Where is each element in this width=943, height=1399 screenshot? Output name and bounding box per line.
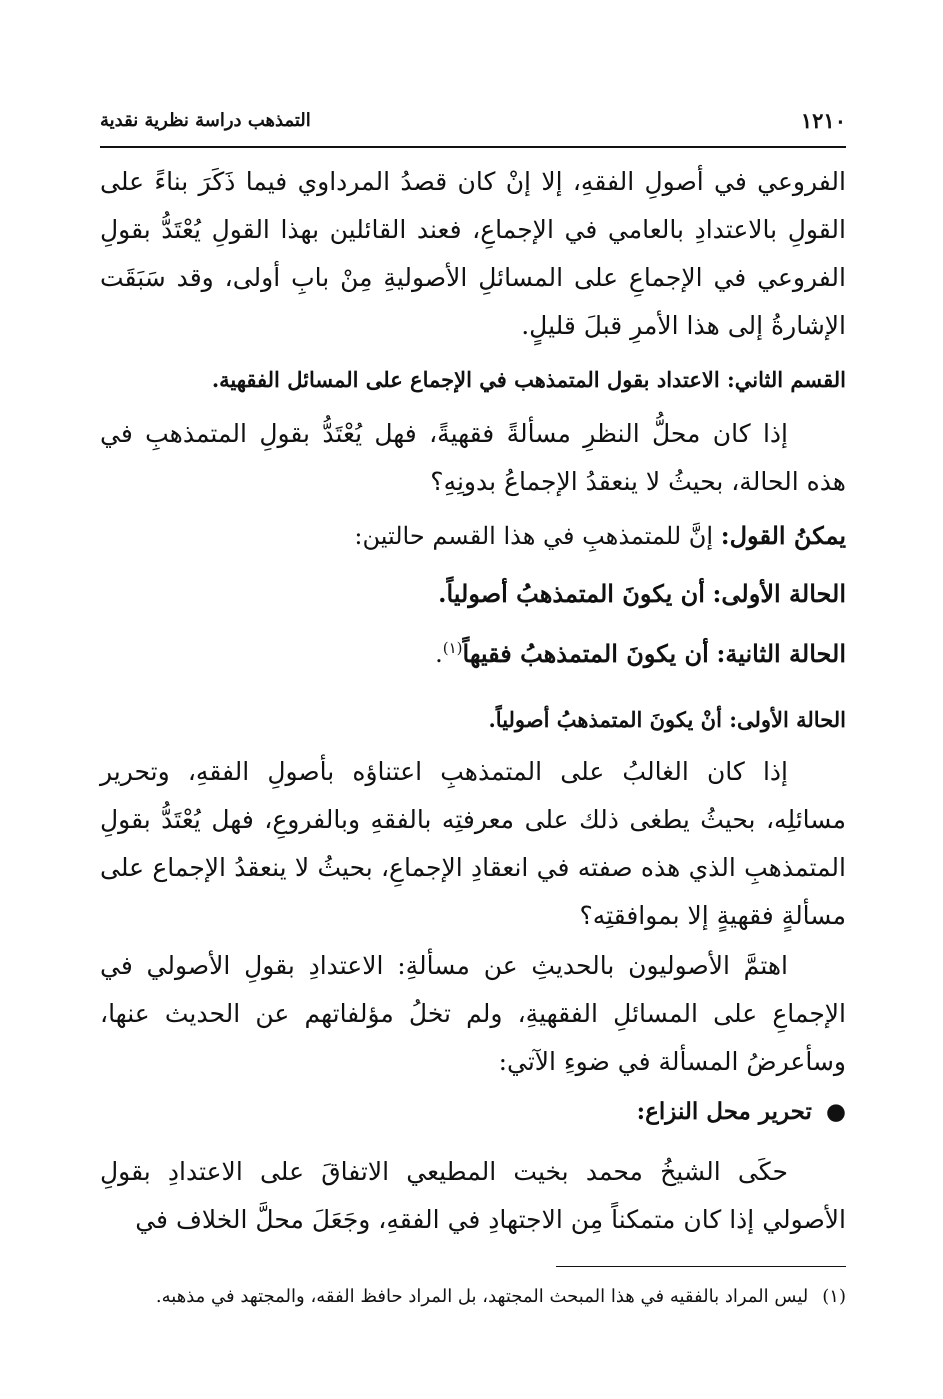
bullet-item (100, 1092, 908, 1132)
footnote-ref[interactable]: (١) (442, 639, 463, 657)
bullet-icon: ● (825, 1098, 846, 1125)
paragraph-1: الفروعي في أصولِ الفقهِ، إلا إنْ كان قصدُ المرداوي فيما ذَكَرَ بناءً على القولِ بالاعتدادِ بالعامي في الإجماعِ، فعند القائلين بهذا القولِ يُعْتَدُّ بقولِ الفروعي في الإجماعِ على المسائلِ الأصوليةِ مِنْ بابِ أولى، وقد سَبَقَت الإشارةُ إلى هذا الأمرِ قبلَ قليلٍ. (100, 167, 846, 340)
can-say-text: إنَّ للمتمذهبِ في هذا القسم حالتين: (354, 522, 714, 550)
case-1-line (100, 574, 908, 614)
footnote-number: (١) (822, 1286, 846, 1307)
paragraph-3: إذا كان الغالبُ على المتمذهبِ اعتناؤه بأصولِ الفقهِ، وتحرير مسائلِه، بحيثُ يطغى ذلك على معرفتِه بالفقهِ وبالفروعِ، فهل يُعْتَدُّ بقولِ المتمذهبِ الذي هذه صفته في انعقادِ الإجماعِ، بحيثُ لا ينعقدُ الإجماع على مسألةٍ فقهيةٍ إلا بموافقتِه؟ (100, 757, 846, 930)
case-2-line (100, 634, 908, 674)
page-number: ١٢١٠ (800, 108, 846, 133)
running-title: التمذهب دراسة نظرية نقدية (100, 110, 311, 131)
can-say-label: يمكنُ القول: (720, 521, 846, 550)
paragraph-4: اهتمَّ الأصوليون بالحديثِ عن مسألةِ: الاعتدادِ بقولِ الأصولي في الإجماعِ على المسائلِ الفقهيةِ، ولم تخلُ مؤلفاتهم عن الحديث عنها، وسأعرضُ المسألة في ضوءِ الآتي: (100, 951, 846, 1076)
footnote-text: ليس المراد بالفقيه في هذا المبحث المجتهد، بل المراد حافظ الفقه، والمجتهد في مذهبه. (155, 1286, 809, 1307)
can-say-line (100, 516, 908, 556)
case-2-label: الحالة الثانية: (716, 639, 846, 668)
case-1-heading: الحالة الأولى: أنْ يكونَ المتمذهبُ أصولياً. (488, 707, 846, 732)
footnote (100, 1283, 846, 1311)
header-rule (100, 146, 846, 148)
paragraph-2: إذا كان محلُّ النظرِ مسألةً فقهيةً، فهل يُعْتَدُّ بقولِ المتمذهبِ في هذه الحالة، بحيثُ لا ينعقدُ الإجماعُ بدونِهِ؟ (100, 419, 846, 496)
case-2-text: أن يكونَ المتمذهبُ فقيهاً (462, 639, 709, 668)
section-heading: القسم الثاني: الاعتداد بقول المتمذهب في الإجماع على المسائل الفقهية. (211, 367, 846, 392)
paragraph-5: حكَى الشيخُ محمد بخيت المطيعي الاتفاقَ على الاعتدادِ بقولِ الأصولي إذا كان متمكناً مِن الاجتهادِ في الفقهِ، وجَعَلَ محلَّ الخلاف في (100, 1157, 846, 1234)
case-1-text: أن يكونَ المتمذهبُ أصولياً. (438, 579, 705, 608)
footnote-rule (556, 1266, 846, 1267)
case-1-label: الحالة الأولى: (712, 579, 846, 608)
bullet-text: تحرير محل النزاع: (636, 1098, 812, 1125)
page-header (100, 108, 846, 142)
case-2-end: . (435, 640, 443, 668)
